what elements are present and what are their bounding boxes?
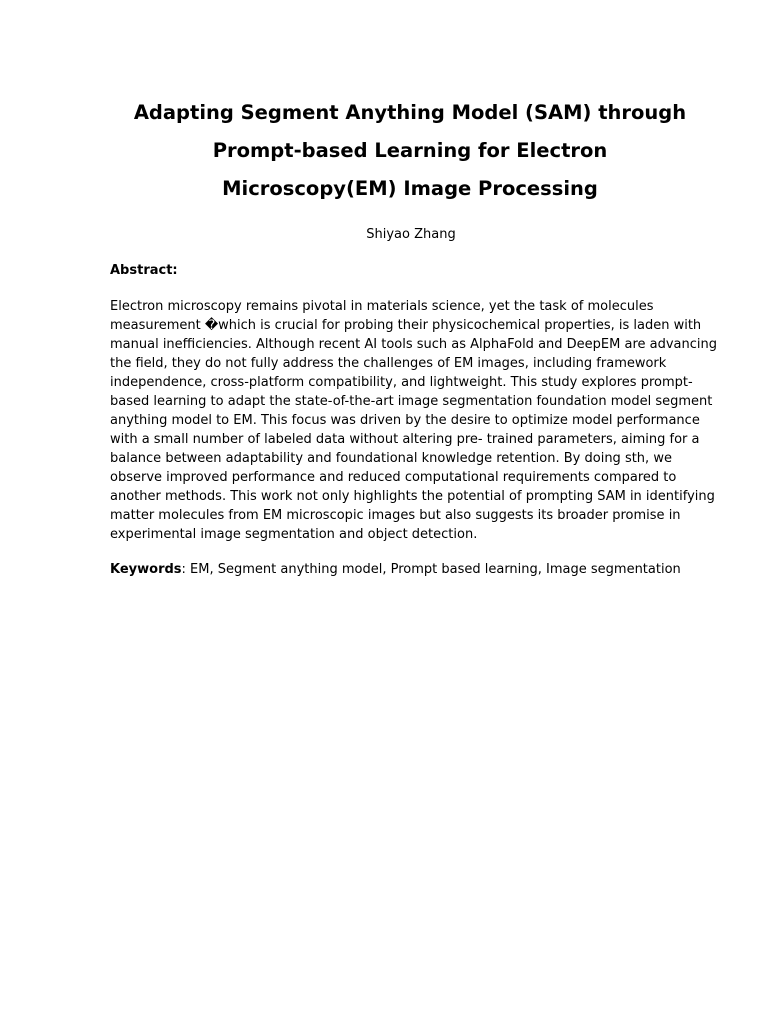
- abstract-line: experimental image segmentation and object detection.: [110, 527, 478, 542]
- abstract-line: another methods. This work not only highlights the potential of prompting SAM in identifying: [110, 489, 715, 504]
- abstract-line: measurement �which is crucial for probing their physicochemical properties, is laden with: [110, 318, 702, 333]
- abstract-line: independence, cross-platform compatibility, and lightweight. This study explores prompt-: [110, 375, 693, 390]
- abstract-heading: Abstract:: [110, 263, 178, 278]
- paper-title: [100, 94, 720, 208]
- abstract-line: observe improved performance and reduced computational requirements compared to: [110, 470, 677, 485]
- title-line-1: Adapting Segment Anything Model (SAM) through: [133, 101, 687, 124]
- title-line-3: Microscopy(EM) Image Processing: [222, 177, 598, 200]
- abstract-line: manual inefficiencies. Although recent AI tools such as AlphaFold and DeepEM are advancing: [110, 337, 718, 352]
- abstract-line: with a small number of labeled data without altering pre- trained parameters, aiming for a: [110, 432, 700, 447]
- abstract-line: matter molecules from EM microscopic images but also suggests its broader promise in: [110, 508, 681, 523]
- keywords-label: Keywords: [110, 562, 182, 577]
- abstract-line: anything model to EM. This focus was driven by the desire to optimize model performance: [110, 413, 700, 428]
- title-line-2: Prompt-based Learning for Electron: [212, 139, 608, 162]
- abstract-line: the field, they do not fully address the challenges of EM images, including framework: [110, 356, 667, 371]
- keywords-line: [110, 562, 730, 578]
- abstract-line: Electron microscopy remains pivotal in materials science, yet the task of molecules: [110, 299, 654, 314]
- abstract-body: [110, 297, 730, 544]
- keywords-text: : EM, Segment anything model, Prompt based learning, Image segmentation: [181, 562, 681, 577]
- author-name: Shiyao Zhang: [366, 227, 456, 242]
- abstract-line: based learning to adapt the state-of-the-art image segmentation foundation model segment: [110, 394, 713, 409]
- abstract-line: balance between adaptability and foundational knowledge retention. By doing sth, we: [110, 451, 672, 466]
